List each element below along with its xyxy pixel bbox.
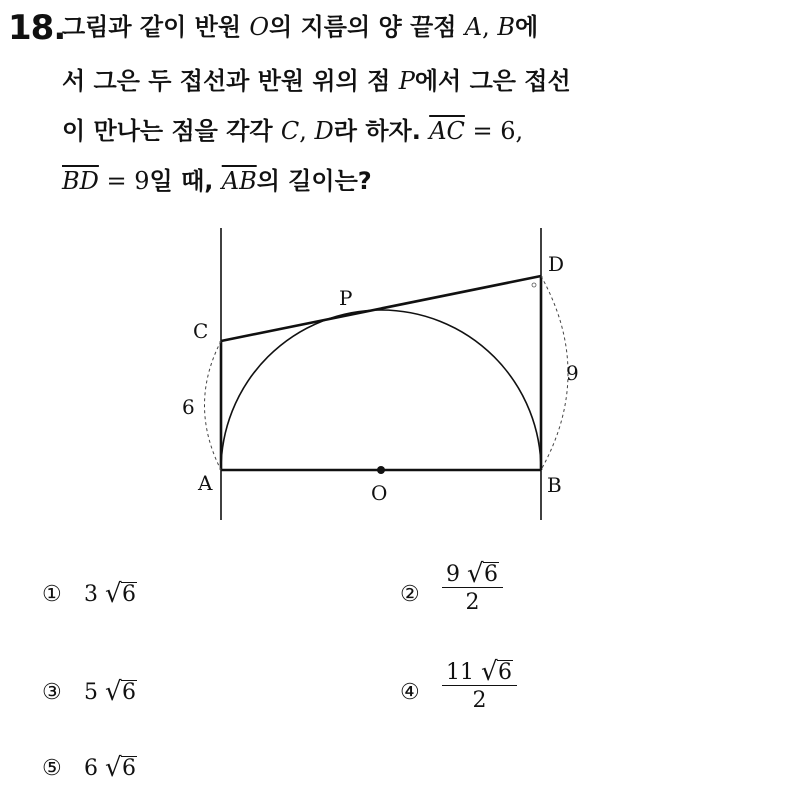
small-mark xyxy=(532,283,536,287)
coefficient: 11 xyxy=(446,660,474,685)
segment-ac: $\overline{AC}$ xyxy=(429,117,465,145)
label-c: C xyxy=(193,319,209,343)
choice-number: ① xyxy=(42,582,62,607)
segment-bd-value: = 9 xyxy=(98,167,150,195)
radicand: 6 xyxy=(122,582,136,607)
choice-number: ④ xyxy=(400,680,420,705)
question-text: 그림과 같이 반원 xyxy=(62,13,250,41)
point-a-text: A xyxy=(464,13,483,41)
point-d-text: D xyxy=(314,117,334,145)
label-p: P xyxy=(339,286,353,310)
radicand: 6 xyxy=(122,680,136,705)
fraction-numerator xyxy=(442,559,503,589)
choice-expression xyxy=(84,579,137,609)
coefficient: 6 xyxy=(84,756,98,781)
coefficient: 9 xyxy=(446,562,460,587)
fraction-denominator: 2 xyxy=(465,590,480,615)
question-number: 18. xyxy=(8,8,66,48)
radical xyxy=(481,657,513,687)
label-d: D xyxy=(548,252,565,276)
radicand: 6 xyxy=(484,562,498,587)
radicand: 6 xyxy=(498,660,512,685)
fraction-numerator xyxy=(442,657,517,687)
dashed-arc-ac xyxy=(205,341,222,470)
coefficient: 5 xyxy=(84,680,98,705)
question-text: 에 xyxy=(515,13,539,41)
question-text: 이 만나는 점을 각각 xyxy=(62,117,281,145)
radical-sign: √ xyxy=(105,753,122,783)
comma: , xyxy=(482,13,498,41)
point-p-text: P xyxy=(398,67,415,95)
point-o-text: O xyxy=(249,13,270,41)
label-o: O xyxy=(371,481,388,505)
fraction xyxy=(442,559,503,618)
label-b: B xyxy=(547,473,562,497)
segment-ac-value: = 6, xyxy=(464,117,524,145)
length-label-bd: 9 xyxy=(566,361,579,385)
segment-bd: $\overline{BD}$ xyxy=(62,167,99,195)
radical-sign: √ xyxy=(481,657,498,687)
choice-number: ⑤ xyxy=(42,756,62,781)
radicand: 6 xyxy=(122,756,136,781)
center-point-o xyxy=(377,466,385,474)
radical xyxy=(105,579,137,609)
label-a: A xyxy=(198,471,213,495)
question-text: 라 하자. xyxy=(333,117,430,145)
point-b-text: B xyxy=(497,13,516,41)
fraction xyxy=(442,657,517,716)
question-text: 의 지름의 양 끝점 xyxy=(269,13,465,41)
radical xyxy=(467,559,499,589)
question-text: 일 때, xyxy=(149,167,222,195)
point-c-text: C xyxy=(280,117,300,145)
radical xyxy=(105,677,137,707)
choice-expression xyxy=(84,677,137,707)
question-text: 의 길이는? xyxy=(256,167,372,195)
dashed-arc-bd xyxy=(541,276,568,470)
length-label-ac: 6 xyxy=(182,395,195,419)
segment-ab: $\overline{AB}$ xyxy=(221,167,257,195)
fraction-denominator: 2 xyxy=(472,688,487,713)
tangent-line-cd xyxy=(221,276,541,341)
radical xyxy=(105,753,137,783)
question-text: 서 그은 두 접선과 반원 위의 점 xyxy=(62,67,399,95)
comma: , xyxy=(299,117,315,145)
choice-number: ③ xyxy=(42,680,62,705)
choice-number: ② xyxy=(400,582,420,607)
radical-sign: √ xyxy=(105,579,122,609)
semicircle xyxy=(221,310,541,470)
choice-expression xyxy=(84,753,137,783)
coefficient: 3 xyxy=(84,582,98,607)
radical-sign: √ xyxy=(105,677,122,707)
radical-sign: √ xyxy=(467,559,484,589)
question-text: 에서 그은 접선 xyxy=(414,67,571,95)
